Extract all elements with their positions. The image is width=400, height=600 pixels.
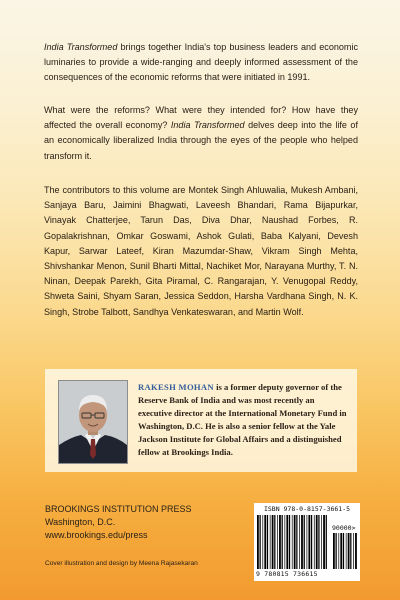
barcode-bar bbox=[257, 515, 259, 569]
barcode-bar bbox=[292, 515, 293, 569]
barcode-bar bbox=[321, 515, 322, 569]
barcode-bar bbox=[270, 515, 271, 569]
barcode-bar bbox=[355, 533, 357, 569]
barcode-bar bbox=[314, 515, 315, 569]
barcode-bar bbox=[289, 515, 290, 569]
price-code: 90000> bbox=[332, 524, 356, 532]
barcode-bar bbox=[274, 515, 275, 569]
barcode-bar bbox=[272, 515, 274, 569]
barcode-bar bbox=[316, 515, 318, 569]
ean-barcode bbox=[256, 515, 328, 569]
contributors-paragraph: The contributors to this volume are Montek Singh Ahluwalia, Mukesh Ambani, Sanjaya Baru, Jaimini Bhagwati, Laveesh Bhandari, Rama Bijapurkar, Vinayak Chatterjee, Tarun Das, Diva Dhar, Naushad Forbes, R. Gopalakrishnan, Omkar Goswami, Ashok Gulati, Baba Kalyani, Devesh Kapur, Sarwar Lateef, Kiran Mazumdar-Shaw, Vikram Singh Mehta, Shivshankar Menon, Sunil Bharti Mittal, Nachiket Mor, Narayana Murthy, T. N. Ninan, Deepak Parekh, Gita Piramal, C. Rangarajan, Y. Venugopal Reddy, Shweta Saini, Shyam Saran, Jessica Seddon, Harsha Vardhana Singh, N. K. Singh, Strobe Talbott, Sandhya Venkateswaran, and Martin Wolf. bbox=[44, 185, 358, 317]
publisher-url: www.brookings.edu/press bbox=[45, 530, 148, 540]
barcode-bar bbox=[296, 515, 297, 569]
barcode-bar bbox=[343, 533, 344, 569]
barcode-bar bbox=[282, 515, 283, 569]
isbn-number: ISBN 978-0-8157-3661-5 bbox=[263, 505, 351, 513]
barcode-bar bbox=[353, 533, 354, 569]
barcode-bar bbox=[326, 515, 327, 569]
author-photo bbox=[58, 380, 128, 464]
barcode-bar bbox=[267, 515, 268, 569]
barcode-bar bbox=[299, 515, 300, 569]
barcode-bar bbox=[301, 515, 303, 569]
blurb-paragraph-2 bbox=[44, 103, 358, 164]
blurb-text: brings together India's top business leaders and economic luminaries to provide a wide-ranging and deeply informed assessment of the consequences of the economic reforms that were initiated in 1991. bbox=[44, 42, 358, 83]
barcode-bar bbox=[264, 515, 266, 569]
publisher-block bbox=[45, 503, 192, 542]
barcode-bar bbox=[304, 515, 305, 569]
author-bio-text: is a former deputy governor of the Reserve Bank of India and was most recently an executive director at the International Monetary Fund in Washington, D.C. He is also a senior fellow at the Yale Jackson Institute for Global Affairs and a distinguished fellow at Brookings India. bbox=[138, 382, 347, 457]
barcode-bar bbox=[336, 533, 337, 569]
barcode-bar bbox=[308, 515, 310, 569]
blurb-paragraph-1 bbox=[44, 40, 358, 86]
barcode-bar bbox=[346, 533, 347, 569]
publisher-name: BROOKINGS INSTITUTION PRESS bbox=[45, 504, 192, 514]
barcode-bar bbox=[311, 515, 312, 569]
barcode-bar bbox=[307, 515, 308, 569]
barcode-bar bbox=[348, 533, 350, 569]
author-portrait-image bbox=[59, 381, 127, 463]
author-name: RAKESH MOHAN bbox=[138, 382, 214, 392]
barcode-bar bbox=[333, 533, 335, 569]
price-barcode bbox=[332, 533, 358, 569]
cover-credit: Cover illustration and design by Meena Rajasekaran bbox=[45, 560, 198, 567]
barcode-bar bbox=[340, 533, 342, 569]
barcode-bar bbox=[338, 533, 339, 569]
barcode-bar bbox=[285, 515, 286, 569]
book-title: India Transformed bbox=[170, 120, 245, 131]
barcode-bar bbox=[286, 515, 288, 569]
barcode-bar bbox=[260, 515, 261, 569]
book-title: India Transformed bbox=[44, 42, 118, 52]
barcode-bar bbox=[262, 515, 263, 569]
barcode-box bbox=[254, 503, 360, 581]
blurb-text: delves deep into the life of an economically liberalized India through the eyes of the people who helped transform it. bbox=[44, 120, 358, 161]
barcode-bar bbox=[318, 515, 319, 569]
publisher-city: Washington, D.C. bbox=[45, 517, 116, 527]
barcode-bar bbox=[323, 515, 325, 569]
barcode-bar bbox=[279, 515, 281, 569]
barcode-bar bbox=[294, 515, 296, 569]
blurb-text: What were the reforms? What were they intended for? How have they affected the overall economy? bbox=[44, 105, 358, 131]
author-bio bbox=[138, 381, 350, 458]
barcode-bar bbox=[277, 515, 278, 569]
barcode-bar bbox=[350, 533, 351, 569]
author-box bbox=[45, 369, 357, 472]
ean-digits: 9 780815 736615 bbox=[256, 570, 318, 578]
